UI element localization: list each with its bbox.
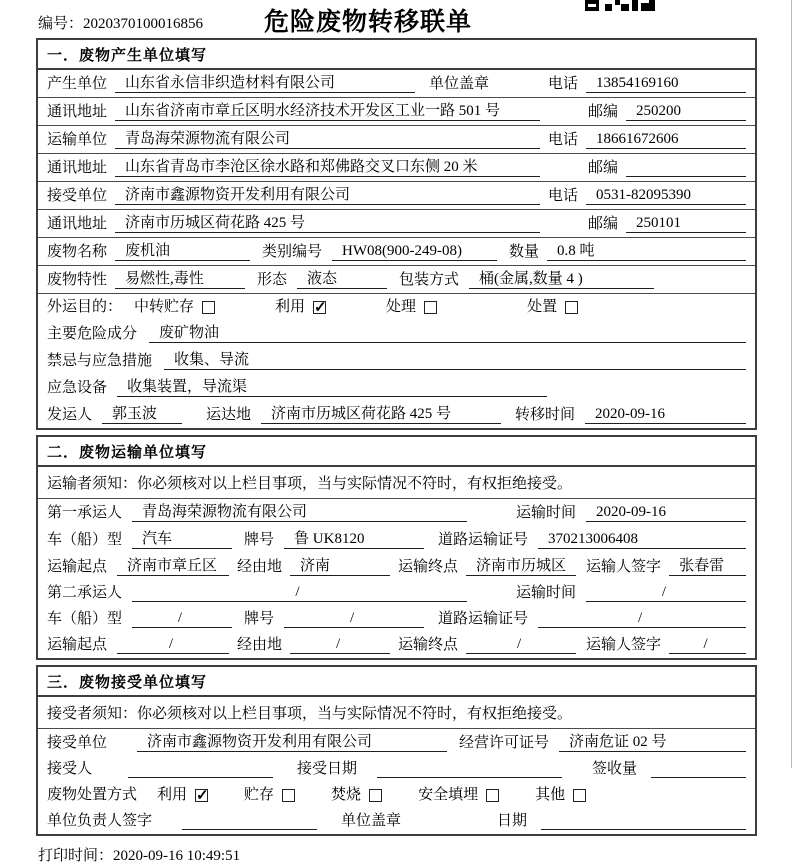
purpose-option-label: 利用 [275,299,306,315]
receive-unit-label: 接受单位 [47,188,108,204]
address-label: 通讯地址 [47,216,108,232]
purpose-option-treat [386,295,437,316]
disposal-option-label: 贮存 [244,787,275,803]
carrier2-vehicle-value: / [132,610,232,628]
section2-title: 二．废物运输单位填写 [38,437,755,467]
taboo-measures-value: 收集、导流 [164,348,746,370]
row-receive-unit [38,729,755,756]
producer-unit-label: 产生单位 [47,76,108,92]
plate-label: 牌号 [244,532,275,548]
carrier2-label: 第二承运人 [47,585,123,601]
terminus-label: 运输终点 [398,637,459,653]
vehicle-type-label: 车（船）型 [47,532,123,548]
postcode-label: 邮编 [587,160,618,176]
carrier1-vehicle-value: 汽车 [132,527,232,549]
row-receive-address [38,210,755,238]
carrier2-via-value: / [290,636,390,654]
carrier1-signature-value: 张春雷 [669,554,746,576]
road-permit-label: 道路运输证号 [438,611,529,627]
row-waste-name [38,238,755,266]
serial-value: 2020370100016856 [83,16,204,32]
row-carrier1 [38,499,755,526]
use-checkbox [313,301,326,314]
receive-date-value [377,760,562,778]
other-checkbox [573,789,586,802]
row-responsible-signature [38,808,755,834]
transport-phone-value: 18661672606 [586,131,746,149]
print-time-value: 2020-09-16 10:49:51 [113,848,241,864]
phone-label: 电话 [547,76,578,92]
row-disposal-method [38,782,755,808]
page-title: 危险废物转移联单 [263,9,472,36]
qr-code-fragment-icon [585,0,655,11]
receive-address-value: 济南市历城区荷花路 425 号 [115,211,540,233]
terminus-label: 运输终点 [398,559,459,575]
transporter-signature-label: 运输人签字 [586,559,662,575]
plate-label: 牌号 [244,611,275,627]
disposal-method-label: 废物处置方式 [47,787,138,803]
sender-label: 发运人 [47,407,93,423]
origin-label: 运输起点 [47,559,108,575]
license-value: 济南危证 02 号 [559,730,746,752]
receive-unit-value: 济南市鑫源物资开发利用有限公司 [115,183,540,205]
emergency-equipment-label: 应急设备 [47,380,108,396]
row-transport-address [38,154,755,182]
waste-name-value: 废机油 [115,239,250,261]
producer-phone-value: 13854169160 [586,75,746,93]
purpose-option-label: 处理 [386,299,417,315]
receive-unit-value: 济南市鑫源物资开发利用有限公司 [137,730,447,752]
carrier2-origin-value: / [117,636,229,654]
carrier2-signature-value: / [669,636,746,654]
via-label: 经由地 [237,559,283,575]
transport-postcode-value [626,159,746,177]
waste-property-label: 废物特性 [47,272,108,288]
main-hazard-value: 废矿物油 [149,321,746,343]
receive-date-label: 接受日期 [297,761,358,777]
carrier1-value: 青岛海荣源物流有限公司 [132,500,467,522]
carrier1-plate-value: 鲁 UK8120 [284,527,424,549]
transfer-time-label: 转移时间 [515,407,576,423]
responsible-signature-value [182,812,317,830]
section3-title: 三．废物接受单位填写 [38,667,755,697]
carrier1-terminus-value: 济南市历城区 [466,554,576,576]
print-time [38,844,796,865]
carrier2-terminus-value: / [466,636,576,654]
purpose-option-transfer-storage [134,295,215,316]
row-producer-address [38,98,755,126]
carrier2-value: / [132,584,467,602]
receiver-label: 接受人 [47,761,93,777]
emergency-equipment-value: 收集装置，导流渠 [117,375,547,397]
purpose-option-dispose [527,295,578,316]
date-label: 日期 [496,813,527,829]
phone-label: 电话 [547,132,578,148]
row-waste-property [38,266,755,294]
row-emergency-equipment [38,374,755,401]
phone-label: 电话 [547,188,578,204]
transport-time-label: 运输时间 [515,505,576,521]
form-label: 形态 [257,272,288,288]
category-code-value: HW08(900-249-08) [332,243,497,261]
transport-time-label: 运输时间 [515,585,576,601]
transfer-storage-checkbox [202,301,215,314]
carrier1-origin-value: 济南市章丘区 [117,554,229,576]
section1-title: 一．废物产生单位填写 [38,40,755,70]
storage-checkbox [282,789,295,802]
disposal-option-use [157,783,208,804]
waste-property-value: 易燃性,毒性 [115,267,245,289]
receive-phone-value: 0531-82095390 [586,187,746,205]
purpose-option-use [275,295,326,316]
serial-label: 编号： [38,16,84,32]
disposal-option-label: 安全填埋 [418,787,479,803]
disposal-option-storage [244,783,295,804]
unit-seal-label: 单位盖章 [429,76,490,92]
via-label: 经由地 [237,637,283,653]
waste-name-label: 废物名称 [47,244,108,260]
quantity-label: 数量 [509,244,540,260]
carrier2-permit-value: / [538,610,746,628]
carrier2-plate-value: / [284,610,424,628]
receive-unit-label: 接受单位 [47,735,108,751]
disposal-option-landfill [418,783,499,804]
producer-unit-value: 山东省永信非织造材料有限公司 [115,71,415,93]
row-sender [38,401,755,428]
use-checkbox [195,789,208,802]
document-header [0,0,796,38]
carrier1-permit-value: 370213006408 [538,531,746,549]
row-carrier1-route [38,553,755,580]
row-carrier2-route [38,632,755,658]
row-carrier2-vehicle [38,606,755,632]
sender-value: 郭玉波 [102,402,182,424]
vehicle-type-label: 车（船）型 [47,611,123,627]
packing-value: 桶(金属,数量 4 ) [469,267,654,289]
receive-postcode-value: 250101 [626,215,746,233]
disposal-option-other [535,783,586,804]
receiver-notice: 接受者须知：你必须核对以上栏目事项，当与实际情况不符时，有权拒绝接受。 [38,697,755,729]
row-producer-unit [38,70,755,98]
row-carrier2 [38,580,755,606]
page-edge-line [791,0,792,768]
disposal-option-incineration [331,783,382,804]
transfer-time-value: 2020-09-16 [585,406,746,424]
address-label: 通讯地址 [47,104,108,120]
carrier1-via-value: 济南 [290,554,390,576]
carrier1-label: 第一承运人 [47,505,123,521]
row-receive-unit [38,182,755,210]
category-code-label: 类别编号 [262,244,323,260]
received-qty-value [651,760,746,778]
postcode-label: 邮编 [587,216,618,232]
carrier2-time-value: / [586,584,746,602]
disposal-option-label: 焚烧 [331,787,362,803]
date-value [541,812,746,830]
section-producer [36,38,757,430]
row-taboo-measures [38,347,755,374]
carrier1-time-value: 2020-09-16 [586,504,746,522]
incineration-checkbox [369,789,382,802]
section-receiver [36,665,757,836]
destination-value: 济南市历城区荷花路 425 号 [261,402,501,424]
producer-postcode-value: 250200 [626,103,746,121]
received-qty-label: 签收量 [592,761,638,777]
transporter-notice: 运输者须知：你必须核对以上栏目事项，当与实际情况不符时，有权拒绝接受。 [38,467,755,499]
landfill-checkbox [486,789,499,802]
disposal-option-label: 其他 [535,787,566,803]
dispose-checkbox [565,301,578,314]
destination-label: 运达地 [206,407,252,423]
purpose-option-label: 中转贮存 [134,299,195,315]
row-receiver [38,756,755,782]
transport-unit-value: 青岛海荣源物流有限公司 [115,127,540,149]
treat-checkbox [424,301,437,314]
address-label: 通讯地址 [47,160,108,176]
purpose-label: 外运目的： [47,299,123,315]
receiver-value [128,760,273,778]
origin-label: 运输起点 [47,637,108,653]
transporter-signature-label: 运输人签字 [586,637,662,653]
postcode-label: 邮编 [587,104,618,120]
producer-address-value: 山东省济南市章丘区明水经济技术开发区工业一路 501 号 [115,99,540,121]
section-transporter [36,435,757,660]
form-value: 液态 [297,267,387,289]
disposal-option-label: 利用 [157,787,188,803]
transport-unit-label: 运输单位 [47,132,108,148]
license-label: 经营许可证号 [459,735,550,751]
packing-label: 包装方式 [399,272,460,288]
unit-seal-label: 单位盖章 [341,813,402,829]
road-permit-label: 道路运输证号 [438,532,529,548]
row-main-hazard [38,320,755,347]
row-purpose [38,294,755,320]
quantity-value: 0.8 吨 [547,239,746,261]
row-carrier1-vehicle [38,526,755,553]
purpose-option-label: 处置 [527,299,558,315]
print-time-label: 打印时间： [38,848,114,864]
responsible-signature-label: 单位负责人签字 [47,813,153,829]
taboo-measures-label: 禁忌与应急措施 [47,353,153,369]
main-hazard-label: 主要危险成分 [47,326,138,342]
row-transport-unit [38,126,755,154]
transport-address-value: 山东省青岛市李沧区徐水路和郑佛路交叉口东侧 20 米 [115,155,540,177]
